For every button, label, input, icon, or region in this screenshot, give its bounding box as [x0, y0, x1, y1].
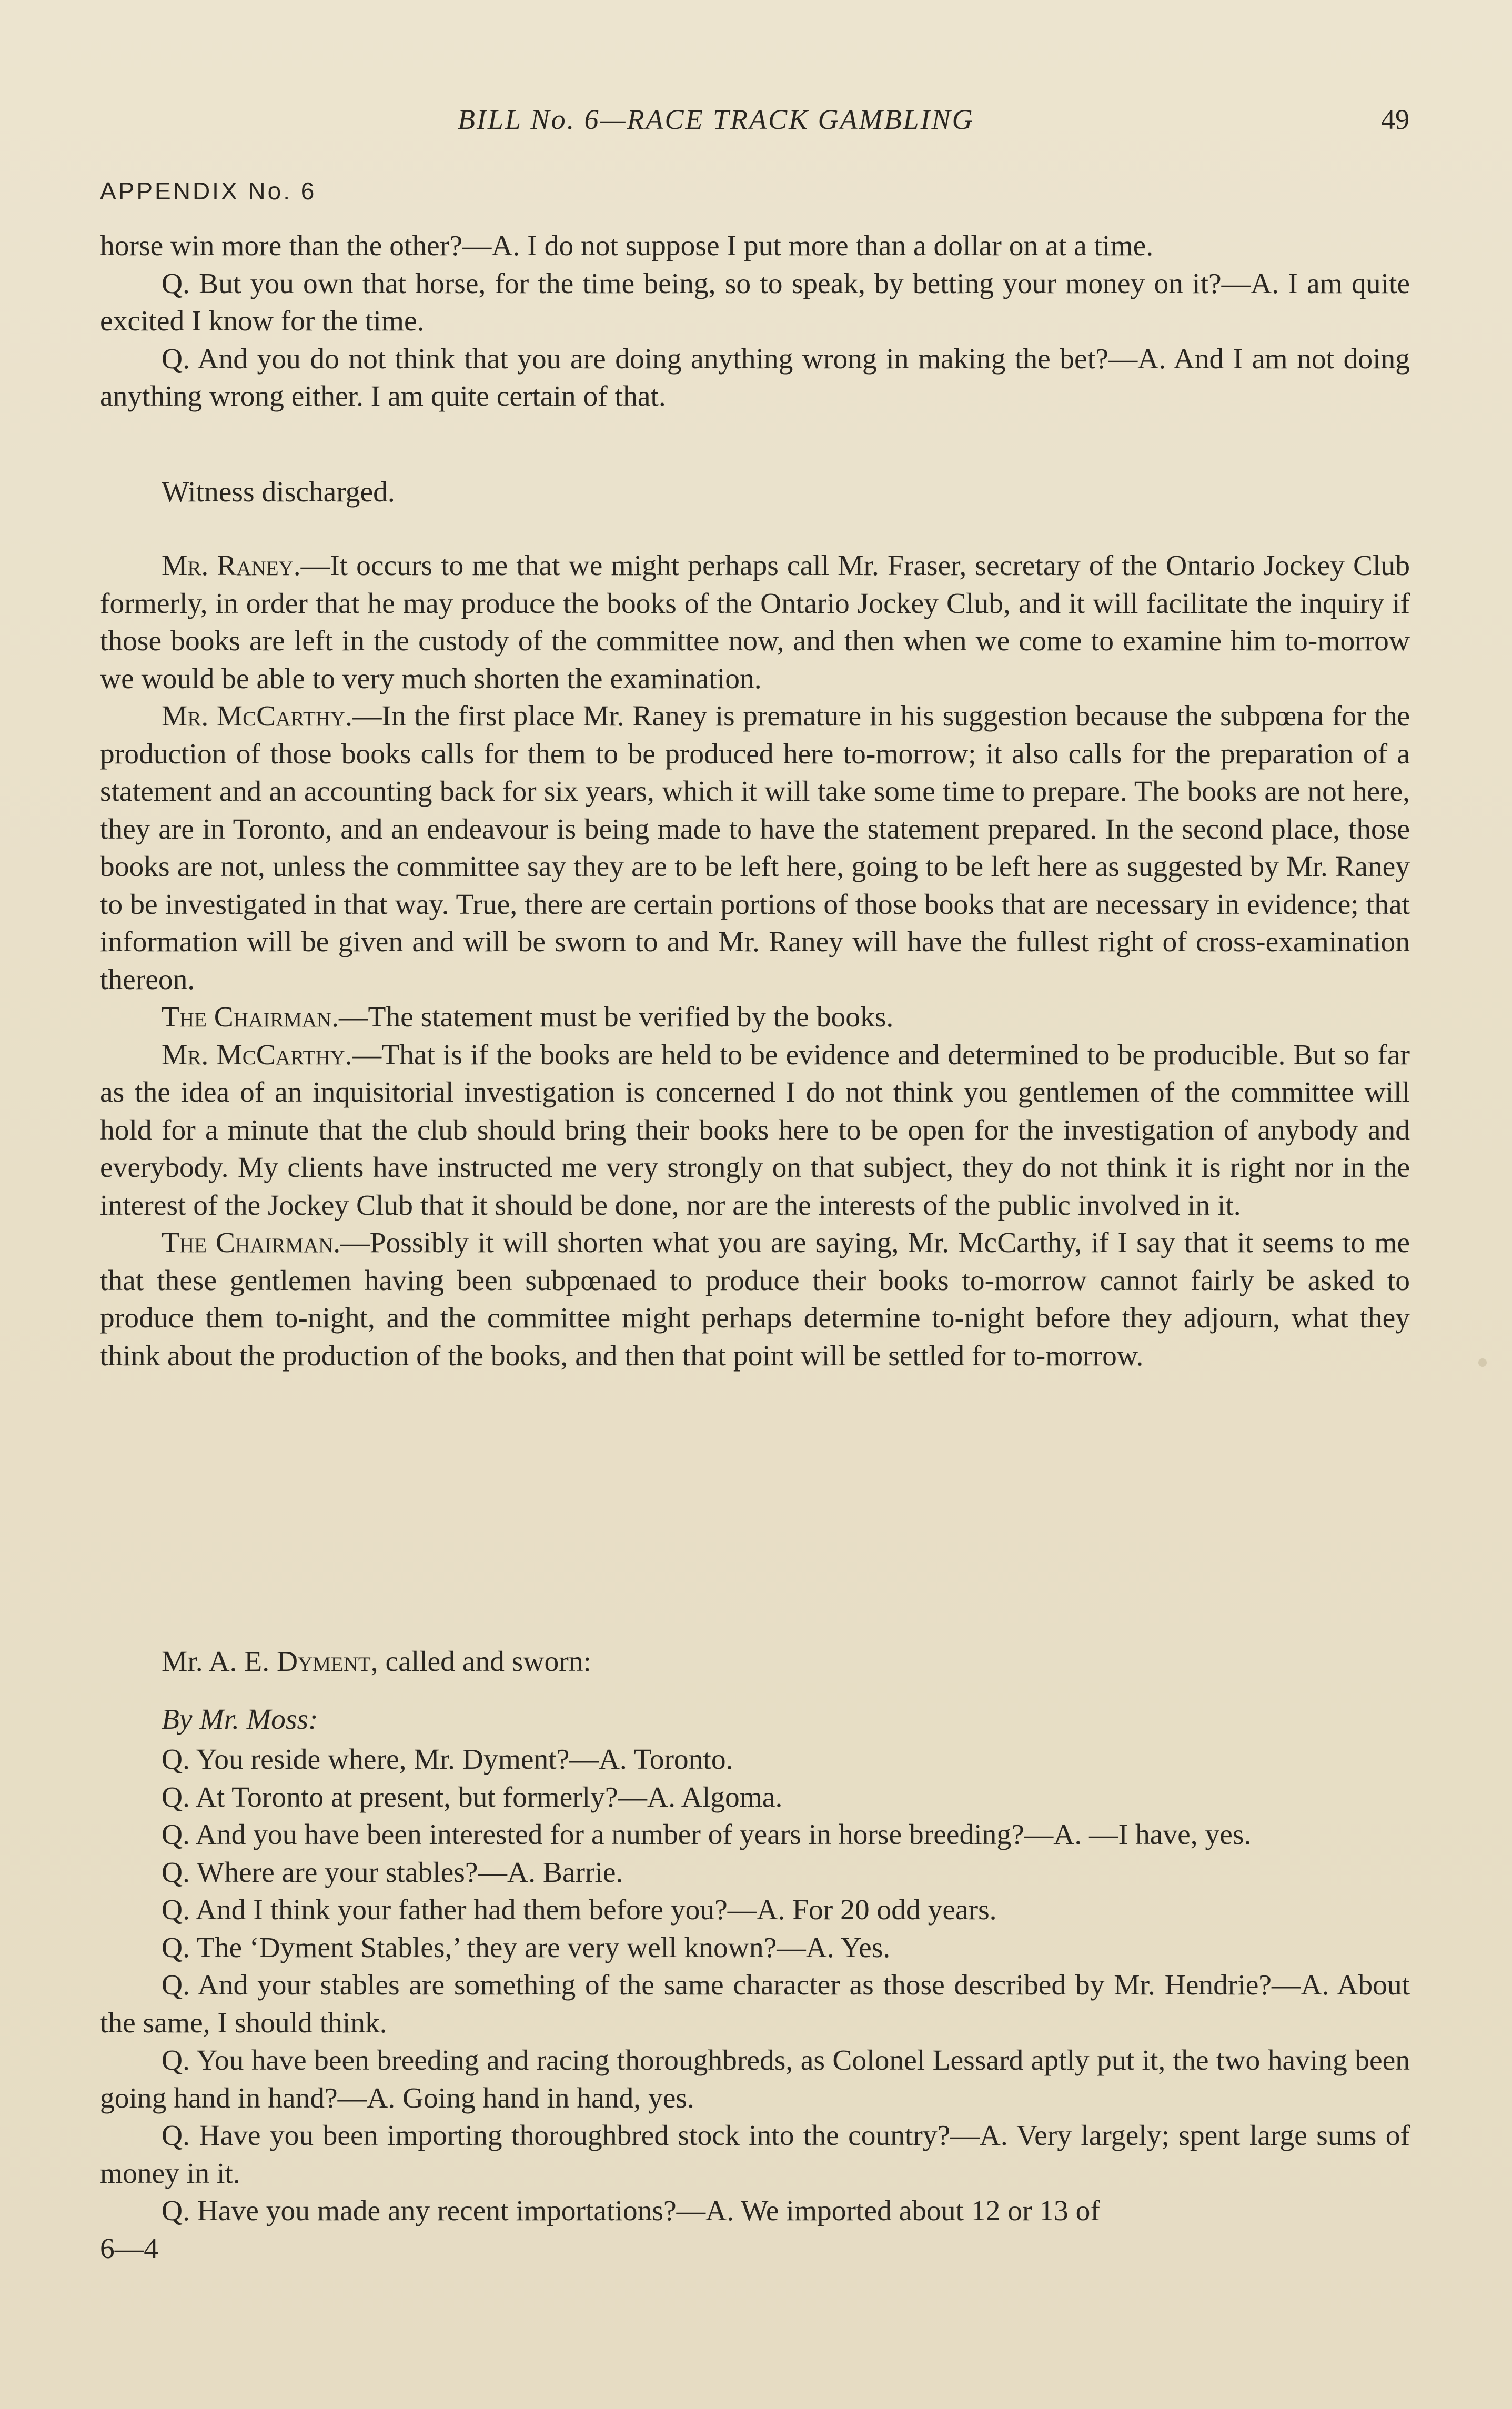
speech-text: —It occurs to me that we might perhaps call Mr. Fraser, secretary of the Ontario Jockey Club formerly, in order that he may produce the books of the Ontario Jockey Club, and it will facilitate the inquiry if those books are left in the custody of the committee now, and then when we come to examine him to-morrow we would be able to very much shorten the examination. [100, 550, 1410, 695]
speech-text: —In the first place Mr. Raney is premature in his suggestion because the subpœna for the production of those books calls for them to be produced here to-morrow; it also calls for the preparation of a statement and an accounting back for six years, which it will take some time to prepare. The books are not here, they are in Toronto, and an endeavour is being made to have the statement prepared. In the second place, those books are not, unless the committee say they are to be left here, going to be left here as suggested by Mr. Raney to be investigated in that way. True, there are certain portions of those books that are necessary in evidence; that information will be given and will be sworn to and Mr. Raney will have the fullest right of cross-examination thereon. [100, 700, 1410, 996]
testimony-line: Q. The ‘Dyment Stables,’ they are very well known?—A. Yes. [162, 1931, 891, 1964]
paragraph: Q. But you own that horse, for the time being, so to speak, by betting your money on it?—A. I am quite excited I know for the time. [100, 267, 1410, 337]
signature-mark: 6—4 [100, 2232, 158, 2265]
speech-text: —The statement must be verified by the books. [339, 1001, 894, 1033]
paragraph [100, 999, 1410, 1036]
testimony-line: Q. And I think your father had them before you?—A. For 20 odd years. [162, 1894, 997, 1926]
paragraph: horse win more than the other?—A. I do not suppose I put more than a dollar on at a time. [100, 230, 1154, 262]
testimony-line: Q. You have been breeding and racing thoroughbreds, as Colonel Lessard aptly put it, the two having been going hand in hand?—A. Going hand in hand, yes. [100, 2044, 1410, 2114]
speaker-name: Mr. McCarthy. [162, 1039, 352, 1071]
speech-text: —That is if the books are held to be evidence and determined to be producible. But so far as the idea of an inquisitorial investigation is concerned I do not think you gentlemen of the committee will hold for a minute that the club should bring their books here to be open for the investigation of anybody and everybody. My clients have instructed me very strongly on that subject, they do not think it is right nor in the interest of the Jockey Club that it should be done, nor are the interests of the public involved in it. [100, 1039, 1410, 1222]
examiner-block [100, 1701, 1410, 1739]
speech-text: —Possibly it will shorten what you are saying, Mr. McCarthy, if I say that it seems to me that these gentlemen having been subpœnaed to produce their books to-morrow cannot fairly be asked to produce them to-night, and the committee might perhaps determine to-night before they adjourn, what they think about the production of the books, and then that point will be settled for to-morrow. [100, 1227, 1410, 1372]
testimony-line: Q. You reside where, Mr. Dyment?—A. Toronto. [162, 1743, 733, 1776]
witness-name: Dyment [276, 1646, 371, 1678]
testimony-line: Q. And your stables are something of the same character as those described by Mr. Hendrie?—A. About the same, I should think. [100, 1969, 1410, 2039]
paragraph [100, 1224, 1410, 1375]
page-header [0, 103, 1512, 145]
witness-discharged-block [100, 473, 1410, 511]
testimony [100, 1741, 1410, 2267]
testimony-line: Q. Where are your stables?—A. Barrie. [162, 1856, 623, 1889]
page-number: 49 [1381, 104, 1409, 135]
speaker-name: The Chairman. [162, 1001, 339, 1033]
paragraph [100, 1036, 1410, 1225]
testimony-line: Q. At Toronto at present, but formerly?—A. Algoma. [162, 1781, 783, 1813]
speaker-name: The Chairman. [162, 1227, 341, 1259]
witness-prefix: Mr. A. E. [162, 1646, 277, 1678]
paragraph [100, 547, 1410, 698]
witness-called [100, 1643, 1410, 1681]
testimony-line: Q. Have you been importing thoroughbred stock into the country?—A. Very largely; spent large sums of money in it. [100, 2120, 1410, 2190]
paragraph: Q. And you do not think that you are doing anything wrong in making the bet?—A. And I am not doing anything wrong either. I am quite certain of that. [100, 342, 1410, 412]
appendix-label: APPENDIX No. 6 [100, 177, 317, 205]
testimony-line: Q. And you have been interested for a number of years in horse breeding?—A. —I have, yes. [162, 1819, 1252, 1851]
running-title: BILL No. 6—RACE TRACK GAMBLING [458, 104, 974, 135]
examiner-line: By Mr. Moss: [162, 1704, 318, 1736]
witness-called-block [100, 1643, 1410, 1681]
committee-discussion [100, 547, 1410, 1375]
paragraph [100, 698, 1410, 999]
witness-discharged: Witness discharged. [162, 476, 395, 508]
witness-suffix: , called and sworn: [370, 1646, 591, 1678]
speaker-name: Mr. Raney. [162, 550, 301, 582]
speaker-name: Mr. McCarthy. [162, 700, 353, 732]
continued-testimony [100, 227, 1410, 416]
paper-speck [1478, 1358, 1487, 1367]
testimony-line: Q. Have you made any recent importations?—A. We imported about 12 or 13 of [162, 2195, 1100, 2227]
